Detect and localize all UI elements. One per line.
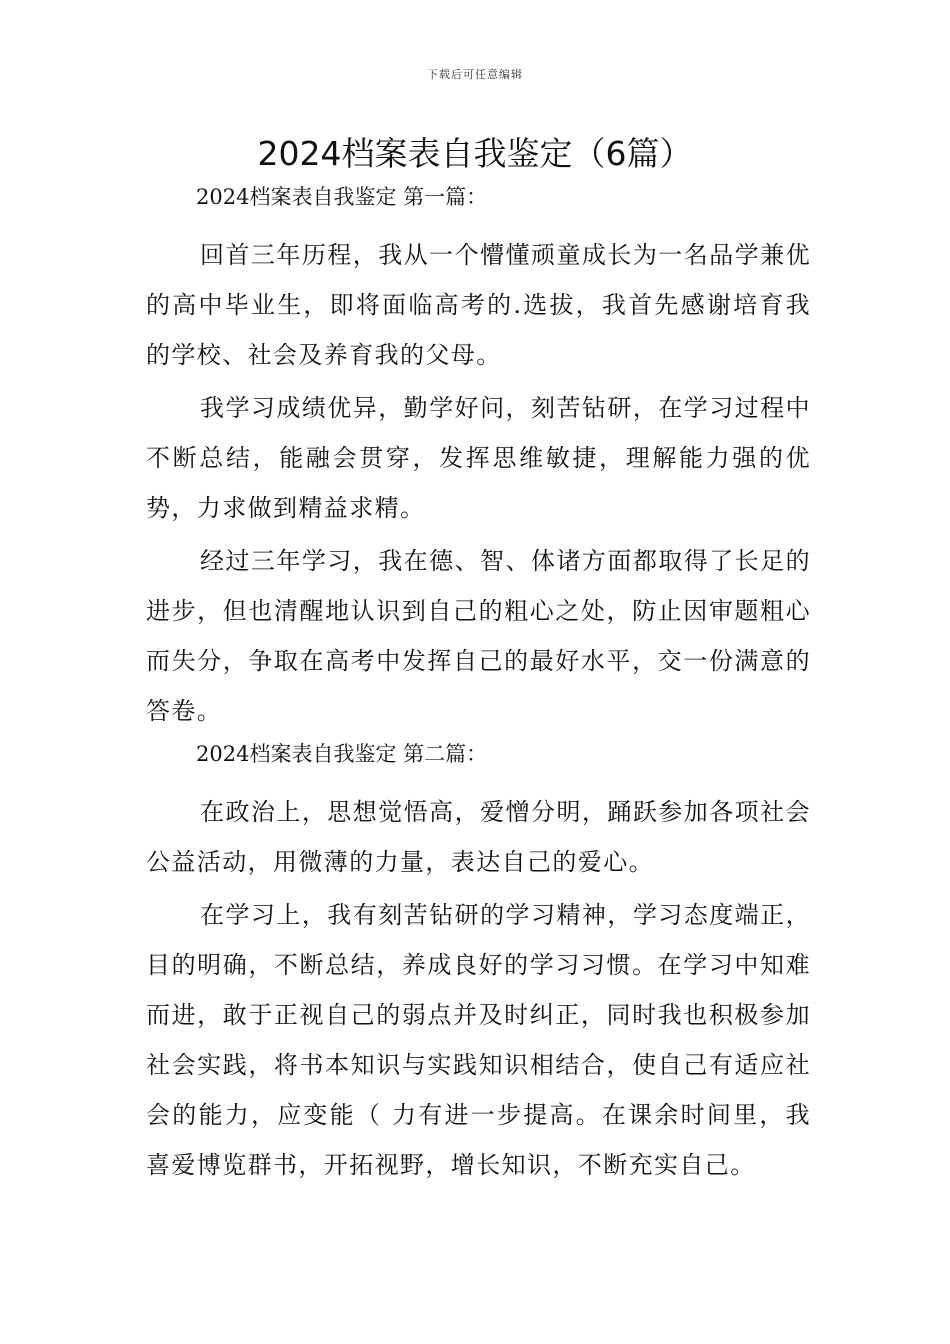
- document-body: [146, 182, 811, 1193]
- paragraph: 回首三年历程，我从一个懵懂顽童成长为一名品学兼优的高中毕业生，即将面临高考的.选拔，我首先感谢培育我的学校、社会及养育我的父母。: [146, 241, 811, 369]
- paragraph: 在学习上，我有刻苦钻研的学习精神，学习态度端正，目的明确，不断总结，养成良好的学习习惯。在学习中知难而进，敢于正视自己的弱点并及时纠正，同时我也积极参加社会实践，将书本知识与实践知识相结合，使自己有适应社会的能力，应变能（ 力有进一步提高。在课余时间里，我喜爱博览群书，开拓视野，增长知识，不断充实自己。: [146, 901, 811, 1179]
- document-title: 2024档案表自我鉴定（6篇）: [257, 134, 693, 173]
- header-note: 下载后可任意编辑: [427, 68, 523, 81]
- section-heading-2: 2024档案表自我鉴定 第二篇：: [196, 742, 488, 766]
- paragraph: 我学习成绩优异，勤学好问，刻苦钻研，在学习过程中不断总结，能融会贯穿，发挥思维敏捷，理解能力强的优势，力求做到精益求精。: [146, 394, 811, 522]
- section-heading-1: 2024档案表自我鉴定 第一篇：: [196, 185, 488, 209]
- paragraph: 经过三年学习，我在德、智、体诸方面都取得了长足的进步，但也清醒地认识到自己的粗心之处，防止因审题粗心而失分，争取在高考中发挥自己的最好水平，交一份满意的答卷。: [146, 547, 811, 725]
- paragraph: 在政治上，思想觉悟高，爱憎分明，踊跃参加各项社会公益活动，用微薄的力量，表达自己的爱心。: [146, 798, 811, 876]
